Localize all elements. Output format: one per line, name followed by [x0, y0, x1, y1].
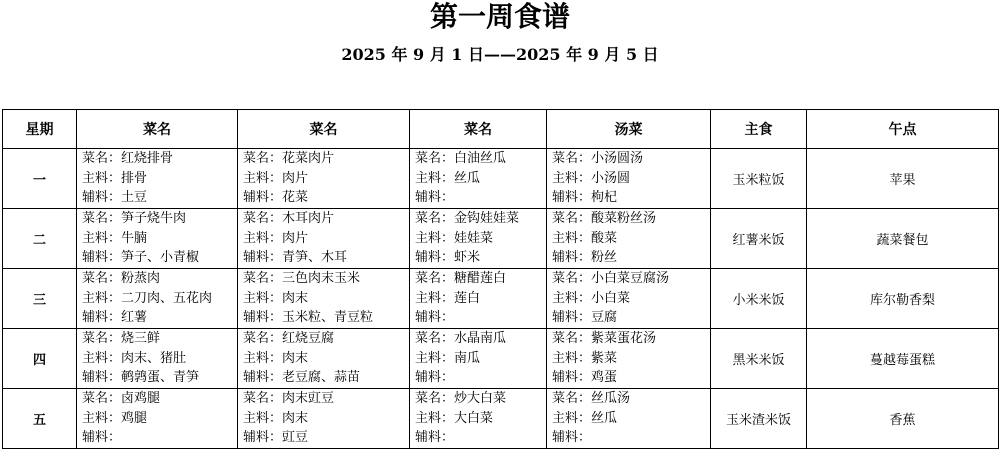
- main-ingredient-value: 二刀肉、五花肉: [121, 290, 213, 306]
- main-ingredient-label: 主料：: [552, 350, 592, 366]
- dish-name-value: 粉蒸肉: [121, 271, 161, 287]
- staple-cell: 红薯米饭: [711, 209, 807, 269]
- dish-name-value: 红烧排骨: [121, 151, 174, 167]
- aux-ingredient-label: 辅料：: [82, 190, 122, 206]
- aux-ingredient-value: 青笋、木耳: [282, 250, 348, 266]
- dish-name-line: [552, 209, 710, 229]
- aux-ingredient-label: 辅料：: [82, 370, 122, 386]
- aux-ingredient-line: [415, 308, 546, 328]
- main-ingredient-value: 鸡腿: [121, 410, 148, 426]
- staple-cell: 黑米米饭: [711, 329, 807, 389]
- main-ingredient-label: 主料：: [243, 350, 283, 366]
- aux-ingredient-label: 辅料：: [415, 430, 455, 446]
- dish-name-value: 木耳肉片: [282, 211, 335, 227]
- dish-name-label: 菜名：: [415, 271, 455, 287]
- aux-ingredient-label: 辅料：: [243, 250, 283, 266]
- soup-cell: [547, 209, 711, 269]
- dish-name-line: [243, 269, 409, 289]
- dish-3-cell: [410, 149, 547, 209]
- main-ingredient-label: 主料：: [415, 170, 455, 186]
- main-ingredient-line: [415, 169, 546, 189]
- dish-name-value: 烧三鲜: [121, 331, 161, 347]
- main-ingredient-value: 肉末、猪肚: [121, 350, 187, 366]
- aux-ingredient-value: 笋子、小青椒: [121, 250, 200, 266]
- dish-name-label: 菜名：: [552, 211, 592, 227]
- dish-name-value: 炒大白菜: [454, 391, 507, 407]
- dish-name-label: 菜名：: [552, 271, 592, 287]
- soup-cell: [547, 329, 711, 389]
- dish-name-line: [552, 149, 710, 169]
- dish-name-label: 菜名：: [243, 271, 283, 287]
- dish-name-line: [243, 389, 409, 409]
- dish-name-line: [415, 269, 546, 289]
- main-ingredient-label: 主料：: [415, 410, 455, 426]
- header-snack: 午点: [807, 110, 999, 149]
- snack-cell: 香蕉: [807, 389, 999, 449]
- main-ingredient-label: 主料：: [552, 230, 592, 246]
- main-ingredient-value: 肉末: [282, 410, 309, 426]
- dish-name-value: 紫菜蛋花汤: [591, 331, 657, 347]
- main-ingredient-value: 排骨: [121, 170, 148, 186]
- aux-ingredient-line: [82, 188, 237, 208]
- main-ingredient-value: 南瓜: [454, 350, 481, 366]
- menu-table: [2, 109, 999, 449]
- weekday-cell: 五: [3, 389, 77, 449]
- main-ingredient-line: [243, 409, 409, 429]
- aux-ingredient-label: 辅料：: [415, 370, 455, 386]
- staple-cell: 玉米粒饭: [711, 149, 807, 209]
- aux-ingredient-line: [415, 428, 546, 448]
- table-row: [3, 389, 999, 449]
- main-ingredient-line: [82, 289, 237, 309]
- main-ingredient-line: [552, 229, 710, 249]
- aux-ingredient-label: 辅料：: [243, 370, 283, 386]
- dish-name-value: 卤鸡腿: [121, 391, 161, 407]
- dish-3-cell: [410, 209, 547, 269]
- main-ingredient-line: [243, 169, 409, 189]
- dish-name-line: [415, 329, 546, 349]
- dish-3-cell: [410, 389, 547, 449]
- main-ingredient-line: [552, 349, 710, 369]
- table-row: [3, 149, 999, 209]
- dish-1-cell: [77, 209, 238, 269]
- aux-ingredient-value: 鹌鹑蛋、青笋: [121, 370, 200, 386]
- dish-name-line: [552, 329, 710, 349]
- dish-name-line: [243, 209, 409, 229]
- main-ingredient-line: [82, 349, 237, 369]
- aux-ingredient-value: 枸杞: [591, 190, 618, 206]
- main-ingredient-value: 肉末: [282, 290, 309, 306]
- aux-ingredient-line: [243, 368, 409, 388]
- dish-name-value: 金钩娃娃菜: [454, 211, 520, 227]
- dish-name-line: [415, 389, 546, 409]
- header-weekday: 星期: [3, 110, 77, 149]
- main-ingredient-value: 肉片: [282, 170, 309, 186]
- dish-name-line: [243, 149, 409, 169]
- dish-name-value: 丝瓜汤: [591, 391, 631, 407]
- main-ingredient-line: [82, 409, 237, 429]
- aux-ingredient-label: 辅料：: [552, 190, 592, 206]
- aux-ingredient-value: 虾米: [454, 250, 481, 266]
- main-ingredient-label: 主料：: [415, 230, 455, 246]
- main-ingredient-label: 主料：: [82, 170, 122, 186]
- aux-ingredient-value: 花菜: [282, 190, 309, 206]
- aux-ingredient-label: 辅料：: [552, 430, 592, 446]
- main-ingredient-line: [415, 229, 546, 249]
- aux-ingredient-label: 辅料：: [552, 310, 592, 326]
- aux-ingredient-value: 豇豆: [282, 430, 309, 446]
- aux-ingredient-label: 辅料：: [243, 190, 283, 206]
- dish-name-value: 花菜肉片: [282, 151, 335, 167]
- main-ingredient-line: [415, 349, 546, 369]
- table-row: [3, 269, 999, 329]
- dish-name-label: 菜名：: [82, 151, 122, 167]
- dish-name-value: 红烧豆腐: [282, 331, 335, 347]
- main-ingredient-value: 娃娃菜: [454, 230, 494, 246]
- dish-name-label: 菜名：: [415, 211, 455, 227]
- dish-2-cell: [238, 209, 410, 269]
- dish-name-value: 笋子烧牛肉: [121, 211, 187, 227]
- aux-ingredient-line: [82, 368, 237, 388]
- dish-name-label: 菜名：: [243, 331, 283, 347]
- dish-name-value: 糖醋莲白: [454, 271, 507, 287]
- main-ingredient-line: [243, 229, 409, 249]
- aux-ingredient-line: [82, 428, 237, 448]
- soup-cell: [547, 389, 711, 449]
- aux-ingredient-value: 红薯: [121, 310, 148, 326]
- main-ingredient-value: 大白菜: [454, 410, 494, 426]
- main-ingredient-line: [243, 289, 409, 309]
- dish-1-cell: [77, 149, 238, 209]
- aux-ingredient-line: [552, 308, 710, 328]
- main-ingredient-label: 主料：: [82, 290, 122, 306]
- dish-name-value: 酸菜粉丝汤: [591, 211, 657, 227]
- dish-name-label: 菜名：: [82, 211, 122, 227]
- aux-ingredient-label: 辅料：: [243, 310, 283, 326]
- dish-name-line: [82, 389, 237, 409]
- header-dish-2: 菜名: [238, 110, 410, 149]
- aux-ingredient-value: 土豆: [121, 190, 148, 206]
- soup-cell: [547, 149, 711, 209]
- aux-ingredient-line: [552, 368, 710, 388]
- dish-name-line: [552, 269, 710, 289]
- staple-cell: 玉米渣米饭: [711, 389, 807, 449]
- aux-ingredient-value: 玉米粒、青豆粒: [282, 310, 374, 326]
- main-ingredient-label: 主料：: [243, 410, 283, 426]
- aux-ingredient-line: [82, 248, 237, 268]
- snack-cell: 库尔勒香梨: [807, 269, 999, 329]
- dish-2-cell: [238, 149, 410, 209]
- main-ingredient-value: 紫菜: [591, 350, 618, 366]
- header-dish-1: 菜名: [77, 110, 238, 149]
- dish-name-line: [552, 389, 710, 409]
- aux-ingredient-label: 辅料：: [82, 250, 122, 266]
- main-ingredient-label: 主料：: [415, 290, 455, 306]
- main-ingredient-label: 主料：: [415, 350, 455, 366]
- main-ingredient-label: 主料：: [243, 290, 283, 306]
- main-ingredient-line: [415, 289, 546, 309]
- main-ingredient-label: 主料：: [82, 230, 122, 246]
- dish-1-cell: [77, 269, 238, 329]
- dish-name-label: 菜名：: [243, 391, 283, 407]
- dish-name-value: 小白菜豆腐汤: [591, 271, 670, 287]
- dish-3-cell: [410, 269, 547, 329]
- main-ingredient-line: [552, 169, 710, 189]
- main-ingredient-label: 主料：: [243, 230, 283, 246]
- dish-name-line: [82, 269, 237, 289]
- main-ingredient-value: 莲白: [454, 290, 481, 306]
- dish-name-label: 菜名：: [552, 151, 592, 167]
- main-ingredient-label: 主料：: [82, 410, 122, 426]
- snack-cell: 蔬菜餐包: [807, 209, 999, 269]
- date-range: 2025 年 9 月 1 日——2025 年 9 月 5 日: [341, 45, 659, 64]
- weekday-cell: 二: [3, 209, 77, 269]
- dish-name-label: 菜名：: [552, 331, 592, 347]
- dish-name-line: [82, 329, 237, 349]
- main-ingredient-value: 丝瓜: [591, 410, 618, 426]
- dish-name-value: 肉末豇豆: [282, 391, 335, 407]
- dish-name-line: [82, 149, 237, 169]
- main-ingredient-value: 肉末: [282, 350, 309, 366]
- main-ingredient-line: [82, 169, 237, 189]
- main-ingredient-line: [552, 409, 710, 429]
- main-ingredient-label: 主料：: [243, 170, 283, 186]
- aux-ingredient-line: [243, 248, 409, 268]
- soup-cell: [547, 269, 711, 329]
- dish-name-line: [82, 209, 237, 229]
- aux-ingredient-label: 辅料：: [82, 430, 122, 446]
- dish-1-cell: [77, 329, 238, 389]
- dish-name-label: 菜名：: [415, 151, 455, 167]
- snack-cell: 蔓越莓蛋糕: [807, 329, 999, 389]
- staple-cell: 小米米饭: [711, 269, 807, 329]
- dish-name-label: 菜名：: [415, 391, 455, 407]
- aux-ingredient-label: 辅料：: [552, 370, 592, 386]
- header-dish-3: 菜名: [410, 110, 547, 149]
- main-ingredient-label: 主料：: [552, 410, 592, 426]
- aux-ingredient-label: 辅料：: [415, 190, 455, 206]
- main-ingredient-label: 主料：: [552, 290, 592, 306]
- dish-name-value: 白油丝瓜: [454, 151, 507, 167]
- weekday-cell: 四: [3, 329, 77, 389]
- main-ingredient-value: 小汤圆: [591, 170, 631, 186]
- table-row: [3, 329, 999, 389]
- header-row: [3, 110, 999, 149]
- aux-ingredient-value: 豆腐: [591, 310, 618, 326]
- dish-name-value: 三色肉末玉米: [282, 271, 361, 287]
- aux-ingredient-line: [82, 308, 237, 328]
- dish-name-value: 小汤圆汤: [591, 151, 644, 167]
- page-title: 第一周食谱: [429, 0, 570, 33]
- aux-ingredient-label: 辅料：: [82, 310, 122, 326]
- aux-ingredient-line: [243, 428, 409, 448]
- dish-name-line: [415, 149, 546, 169]
- aux-ingredient-line: [552, 188, 710, 208]
- dish-name-label: 菜名：: [243, 151, 283, 167]
- main-ingredient-value: 酸菜: [591, 230, 618, 246]
- main-ingredient-value: 牛腩: [121, 230, 148, 246]
- weekday-cell: 一: [3, 149, 77, 209]
- aux-ingredient-line: [415, 188, 546, 208]
- dish-3-cell: [410, 329, 547, 389]
- main-ingredient-value: 小白菜: [591, 290, 631, 306]
- dish-name-label: 菜名：: [552, 391, 592, 407]
- dish-2-cell: [238, 329, 410, 389]
- aux-ingredient-value: 鸡蛋: [591, 370, 618, 386]
- aux-ingredient-line: [552, 428, 710, 448]
- dish-2-cell: [238, 389, 410, 449]
- dish-name-label: 菜名：: [82, 331, 122, 347]
- aux-ingredient-line: [243, 308, 409, 328]
- main-ingredient-line: [415, 409, 546, 429]
- header-soup: 汤菜: [547, 110, 711, 149]
- header-staple: 主食: [711, 110, 807, 149]
- dish-name-label: 菜名：: [82, 391, 122, 407]
- aux-ingredient-label: 辅料：: [243, 430, 283, 446]
- aux-ingredient-value: 粉丝: [591, 250, 618, 266]
- table-row: [3, 209, 999, 269]
- dish-name-line: [243, 329, 409, 349]
- aux-ingredient-line: [415, 248, 546, 268]
- aux-ingredient-line: [552, 248, 710, 268]
- dish-1-cell: [77, 389, 238, 449]
- main-ingredient-value: 丝瓜: [454, 170, 481, 186]
- aux-ingredient-line: [243, 188, 409, 208]
- dish-2-cell: [238, 269, 410, 329]
- dish-name-value: 水晶南瓜: [454, 331, 507, 347]
- aux-ingredient-line: [415, 368, 546, 388]
- dish-name-label: 菜名：: [415, 331, 455, 347]
- weekday-cell: 三: [3, 269, 77, 329]
- main-ingredient-line: [82, 229, 237, 249]
- dish-name-label: 菜名：: [82, 271, 122, 287]
- main-ingredient-line: [552, 289, 710, 309]
- aux-ingredient-value: 老豆腐、蒜苗: [282, 370, 361, 386]
- dish-name-label: 菜名：: [243, 211, 283, 227]
- main-ingredient-value: 肉片: [282, 230, 309, 246]
- main-ingredient-label: 主料：: [82, 350, 122, 366]
- aux-ingredient-label: 辅料：: [415, 310, 455, 326]
- main-ingredient-line: [243, 349, 409, 369]
- aux-ingredient-label: 辅料：: [552, 250, 592, 266]
- aux-ingredient-label: 辅料：: [415, 250, 455, 266]
- snack-cell: 苹果: [807, 149, 999, 209]
- dish-name-line: [415, 209, 546, 229]
- main-ingredient-label: 主料：: [552, 170, 592, 186]
